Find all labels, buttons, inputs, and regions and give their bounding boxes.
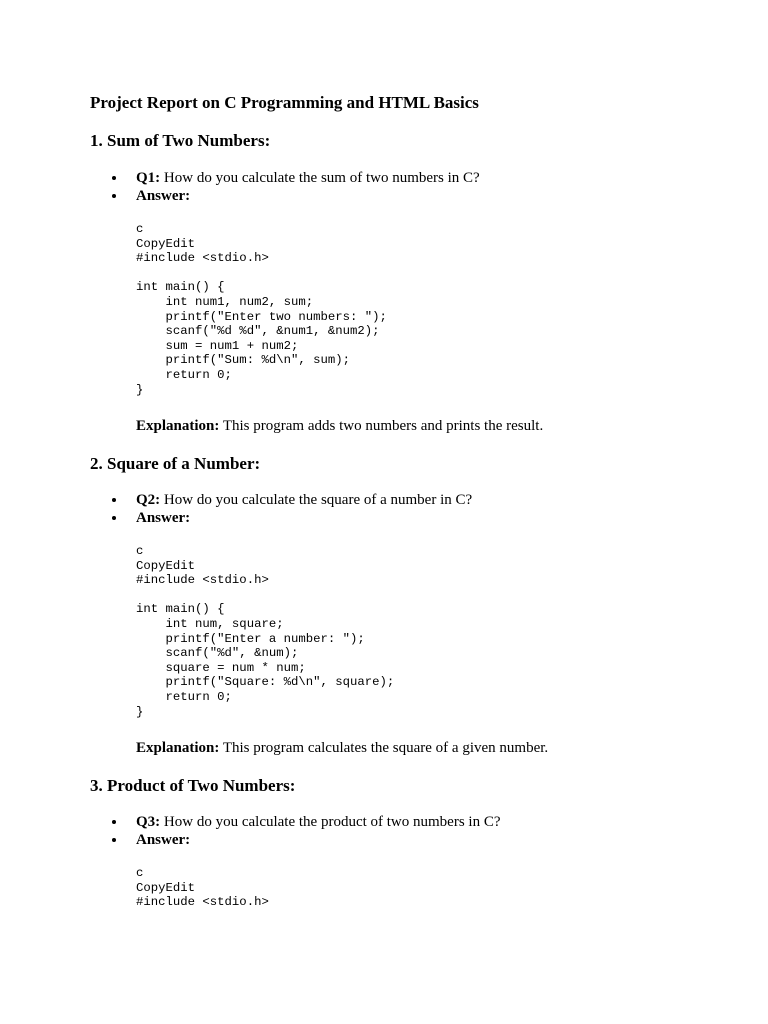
question-item	[110, 813, 501, 831]
answer-label: Answer:	[136, 188, 191, 204]
question-text: How do you calculate the product of two numbers in C?	[160, 814, 501, 830]
qa-list-sum	[110, 169, 480, 205]
question-item	[110, 169, 480, 187]
question-item	[110, 491, 472, 509]
question-label: Q1:	[136, 170, 161, 186]
bullet-icon	[112, 820, 116, 824]
question-label: Q2:	[136, 492, 161, 508]
document-title: Project Report on C Programming and HTML Basics	[90, 93, 479, 112]
explanation-sum	[136, 417, 543, 435]
code-block-sum: c CopyEdit #include <stdio.h> int main() { int num1, num2, sum; printf("Enter two numbers: "); scanf("%d %d", &num1, &num2); sum = num1 + num2; printf("Sum: %d\n", sum); return 0; }	[136, 222, 387, 397]
explanation-square	[136, 739, 548, 757]
explanation-text: This program adds two numbers and prints the result.	[219, 418, 544, 434]
code-block-square: c CopyEdit #include <stdio.h> int main() { int num, square; printf("Enter a number: "); scanf("%d", &num); square = num * num; printf("Square: %d\n", square); return 0; }	[136, 544, 395, 719]
explanation-label: Explanation:	[136, 740, 220, 756]
section-heading-product: 3. Product of Two Numbers:	[90, 776, 296, 795]
qa-list-square	[110, 491, 472, 527]
answer-item	[110, 509, 472, 527]
bullet-icon	[112, 838, 116, 842]
qa-list-product	[110, 813, 501, 849]
answer-label: Answer:	[136, 510, 191, 526]
question-label: Q3:	[136, 814, 161, 830]
question-text: How do you calculate the sum of two numbers in C?	[160, 170, 480, 186]
answer-item	[110, 831, 501, 849]
explanation-text: This program calculates the square of a given number.	[219, 740, 549, 756]
section-heading-sum: 1. Sum of Two Numbers:	[90, 131, 271, 150]
explanation-label: Explanation:	[136, 418, 220, 434]
answer-item	[110, 187, 480, 205]
bullet-icon	[112, 176, 116, 180]
question-text: How do you calculate the square of a number in C?	[160, 492, 473, 508]
section-heading-square: 2. Square of a Number:	[90, 454, 261, 473]
bullet-icon	[112, 498, 116, 502]
bullet-icon	[112, 194, 116, 198]
answer-label: Answer:	[136, 832, 191, 848]
code-block-product: c CopyEdit #include <stdio.h>	[136, 866, 269, 910]
bullet-icon	[112, 516, 116, 520]
